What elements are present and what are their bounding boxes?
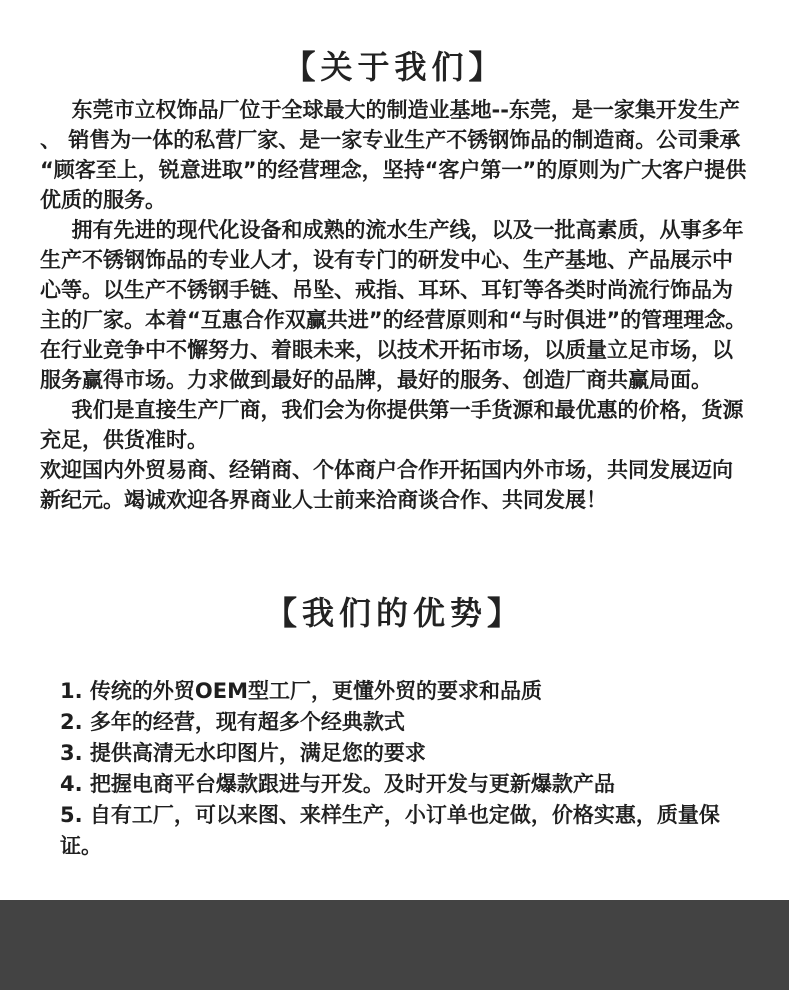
paragraph-welcome-cooperation: 欢迎国内外贸易商、经销商、个体商户合作开拓国内外市场，共同发展迈向新纪元。竭诚欢迎各界商业人士前来洽商谈合作、共同发展！ — [40, 458, 733, 512]
paragraph-company-intro: 东莞市立权饰品厂位于全球最大的制造业基地--东莞，是一家集开发生产、 销售为一体的私营厂家、是一家专业生产不锈钢饰品的制造商。公司秉承“顾客至上，锐意进取”的经营理念，坚持“客户第一”的原则为广大客户提供优质的服务。 — [40, 98, 747, 212]
section-title-advantages: 【我们的优势】 — [264, 594, 524, 632]
section-title-about-us: 【关于我们】 — [283, 48, 506, 86]
paragraph-direct-manufacturer: 我们是直接生产厂商，我们会为你提供第一手货源和最优惠的价格，货源充足，供货准时。 — [40, 398, 744, 452]
advantage-item-custom-production: 5. 自有工厂，可以来图、来样生产，小订单也定做，价格实惠，质量保证。 — [60, 803, 720, 858]
about-us-text-block — [40, 95, 749, 515]
paragraph-facilities-products: 拥有先进的现代化设备和成熟的流水生产线，以及一批高素质，从事多年生产不锈钢饰品的专业人才，设有专门的研发中心、生产基地、产品展示中心等。以生产不锈钢手链、吊坠、戒指、耳环、耳钉等各类时尚流行饰品为主的厂家。本着“互惠合作双赢共进”的经营原则和“与时俱进”的管理理念。在行业竞争中不懈努力、着眼未来，以技术开拓市场，以质量立足市场，以服务赢得市场。力求做到最好的品牌，最好的服务、创造厂商共赢局面。 — [40, 218, 747, 392]
footer-bar — [0, 900, 789, 990]
advantages-list — [60, 676, 750, 862]
advantage-item-classic-styles: 2. 多年的经营，现有超多个经典款式 — [60, 710, 405, 734]
advantage-item-oem-factory: 1. 传统的外贸OEM型工厂，更懂外贸的要求和品质 — [60, 679, 542, 703]
advantage-item-hd-images: 3. 提供高清无水印图片，满足您的要求 — [60, 741, 426, 765]
advantage-item-trend-development: 4. 把握电商平台爆款跟进与开发。及时开发与更新爆款产品 — [60, 772, 615, 796]
